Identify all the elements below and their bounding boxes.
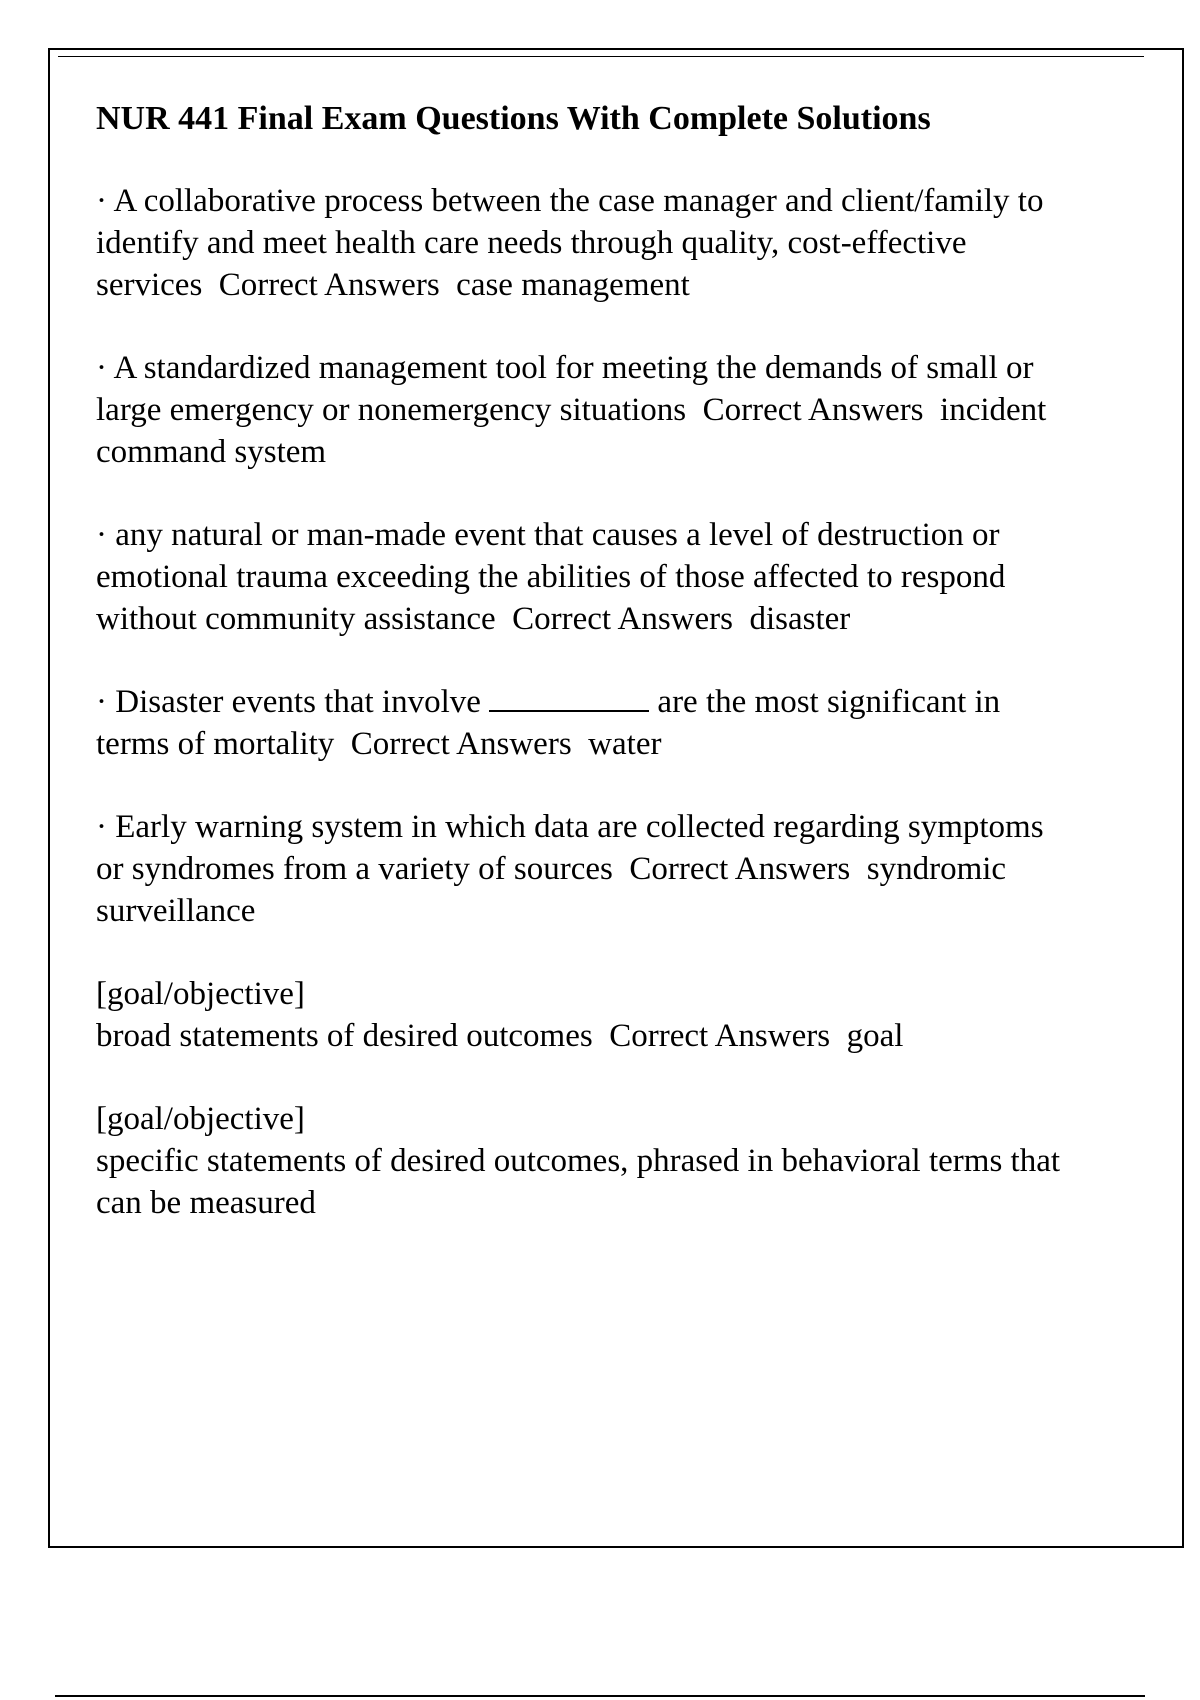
answer-label: Correct Answers (512, 601, 733, 637)
question-text-start: Disaster events that involve (115, 684, 481, 720)
question-text: A collaborative process between the case manager and client/family to identify and meet health care needs through quality, cost-effective services (96, 183, 1044, 303)
question-prefix: [goal/objective] (96, 976, 305, 1012)
answer-label: Correct Answers (702, 392, 924, 428)
question-text-end: are the most significant in terms of mortality (96, 684, 1001, 762)
question-text: any natural or man-made event that causes a level of destruction or emotional trauma exceeding the abilities of those affected to respond without community assistance (96, 517, 1006, 637)
answer-text: disaster (749, 601, 851, 637)
answer-text: water (588, 726, 662, 762)
qa-item (96, 806, 1076, 932)
bottom-rule (55, 1695, 1145, 1697)
answer-label: Correct Answers (350, 726, 572, 762)
qa-item (96, 180, 1076, 306)
document-title: NUR 441 Final Exam Questions With Complete Solutions (96, 100, 931, 137)
answer-label: Correct Answers (629, 851, 851, 887)
bullet: · (96, 517, 107, 553)
answer-text: goal (846, 1018, 904, 1054)
question-text: specific statements of desired outcomes, phrased in behavioral terms that can be measured (96, 1143, 1061, 1221)
question-text: Early warning system in which data are collected regarding symptoms or syndromes from a variety of sources (96, 809, 1044, 887)
question-prefix: [goal/objective] (96, 1101, 305, 1137)
qa-item (96, 347, 1076, 473)
answer-text: syndromic surveillance (96, 851, 1007, 929)
qa-item (96, 973, 1076, 1057)
question-text: A standardized management tool for meeting the demands of small or large emergency or nonemergency situations (96, 350, 1034, 428)
qa-item (96, 1098, 1076, 1224)
answer-label: Correct Answers (609, 1018, 831, 1054)
bullet: · (96, 684, 107, 720)
bullet: · (96, 809, 107, 845)
answer-text: case management (456, 267, 690, 303)
answer-text: incident command system (96, 392, 1047, 470)
top-rule (58, 56, 1144, 57)
bullet: · (96, 350, 107, 386)
qa-item (96, 514, 1076, 640)
fill-in-blank (489, 682, 649, 712)
answer-label: Correct Answers (218, 267, 440, 303)
question-text: broad statements of desired outcomes (96, 1018, 593, 1054)
qa-item (96, 681, 1076, 765)
document-body (96, 98, 1076, 1265)
bullet: · (96, 183, 107, 219)
